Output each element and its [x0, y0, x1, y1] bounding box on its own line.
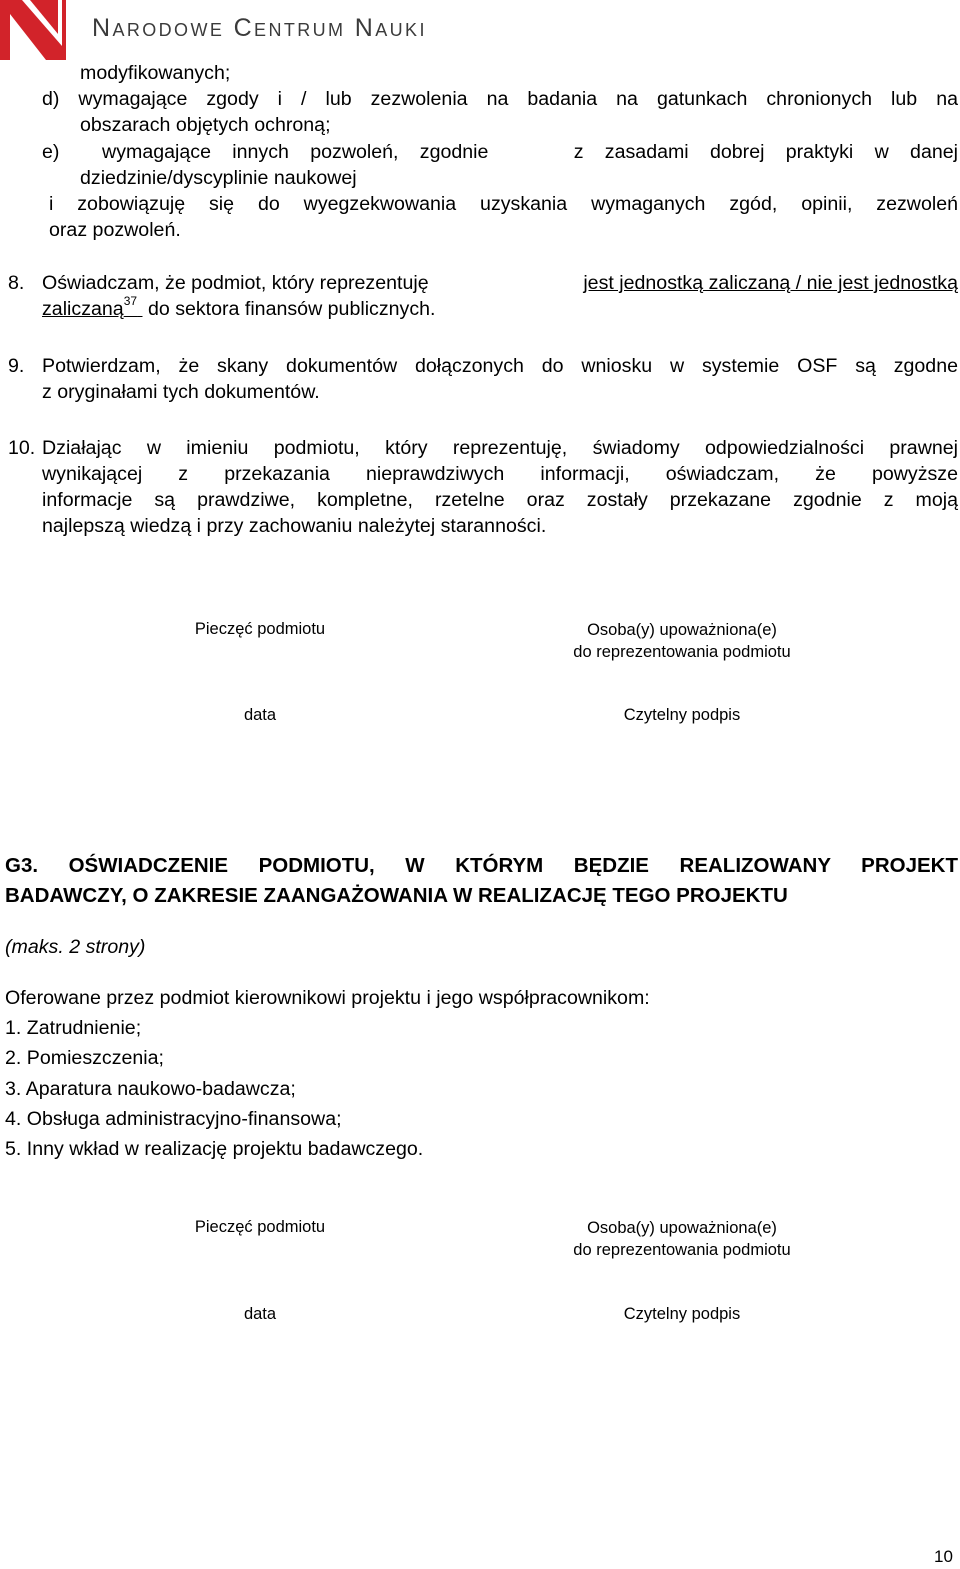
item-d-line1: d) wymagające zgody i / lub zezwolenia na badania na gatunkach chronionych lub na	[42, 88, 958, 110]
list-item: 2. Pomieszczenia;	[5, 1047, 164, 1069]
page-number: 10	[934, 1547, 953, 1566]
item9-line2: z oryginałami tych dokumentów.	[42, 381, 320, 403]
date-label: data	[243, 706, 277, 724]
list-item: 5. Inny wkład w realizację projektu badawczego.	[5, 1138, 424, 1160]
stamp-label: Pieczęć podmiotu	[194, 620, 326, 638]
item8-prefix: Oświadczam, że podmiot, który reprezentuję	[42, 272, 429, 294]
signature-label: Czytelny podpis	[623, 706, 741, 724]
stamp-label: Pieczęć podmiotu	[194, 1218, 326, 1236]
section-heading-line1: G3. OŚWIADCZENIE PODMIOTU, W KTÓRYM BĘDZIE REALIZOWANY PROJEKT	[5, 854, 958, 877]
list-continuation-c: modyfikowanych;	[80, 62, 231, 84]
authorized-person-label: Osoba(y) upoważniona(e) do reprezentowania podmiotu	[573, 621, 791, 661]
list-item: 3. Aparatura naukowo-badawcza;	[5, 1078, 296, 1100]
item8-underlined-1: jest jednostką zaliczaną / nie jest jednostką	[583, 272, 958, 294]
item10-line1: Działając w imieniu podmiotu, który reprezentuję, świadomy odpowiedzialności prawnej	[42, 437, 958, 459]
ncn-logo-icon	[0, 0, 66, 60]
item8-underlined-2: zaliczaną$^{37}$	[42, 294, 138, 320]
list-item: 4. Obsługa administracyjno-finansowa;	[5, 1108, 342, 1130]
item9-line1: Potwierdzam, że skany dokumentów dołączonych do wniosku w systemie OSF są zgodne	[42, 355, 958, 377]
item10-line2: wynikającej z przekazania nieprawdziwych informacji, oświadczam, że powyższe	[42, 463, 958, 485]
item8-number: 8.	[8, 272, 25, 294]
item10-line4: najlepszą wiedzą i przy zachowaniu należytej staranności.	[42, 515, 547, 537]
item-e-line1: e) wymagające innych pozwoleń, zgodnie z zasadami dobrej praktyki w danej	[42, 141, 958, 163]
signature-label: Czytelny podpis	[623, 1305, 741, 1323]
item-e-line2: dziedzinie/dyscyplinie naukowej	[80, 167, 357, 189]
item10-number: 10.	[8, 437, 36, 459]
item10-line3: informacje są prawdziwe, kompletne, rzetelne oraz zostały przekazane zgodnie z moją	[42, 489, 958, 511]
item9-number: 9.	[8, 355, 25, 377]
page-limit-note: (maks. 2 strony)	[5, 936, 146, 958]
date-label: data	[243, 1305, 277, 1323]
org-name: Narodowe Centrum Nauki	[92, 14, 427, 42]
commitment-line1: i zobowiązuję się do wyegzekwowania uzyskania wymaganych zgód, opinii, zezwoleń	[49, 193, 958, 215]
offer-intro: Oferowane przez podmiot kierownikowi projektu i jego współpracownikom:	[5, 987, 650, 1009]
section-heading-line2: BADAWCZY, O ZAKRESIE ZAANGAŻOWANIA W REALIZACJĘ TEGO PROJEKTU	[5, 884, 788, 907]
commitment-line2: oraz pozwoleń.	[49, 219, 181, 241]
item8-line1	[42, 270, 958, 296]
footnote-ref[interactable]: 37	[123, 294, 138, 309]
item8-line2	[42, 296, 436, 322]
list-item: 1. Zatrudnienie;	[5, 1017, 142, 1039]
item-d-line2: obszarach objętych ochroną;	[80, 114, 331, 136]
item8-suffix: do sektora finansów publicznych.	[147, 298, 436, 320]
authorized-person-label: Osoba(y) upoważniona(e) do reprezentowania podmiotu	[573, 1219, 791, 1259]
